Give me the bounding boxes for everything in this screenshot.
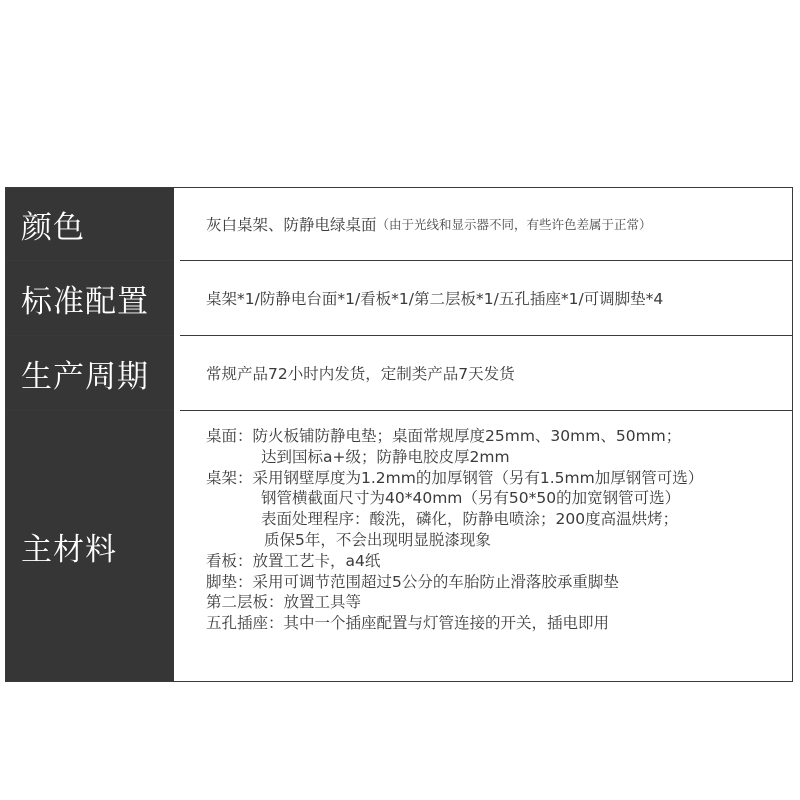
material-line: 第二层板：放置工具等 [206,593,362,612]
material-line: 质保5年，不会出现明显脱漆现象 [264,530,491,549]
material-line: 五孔插座：其中一个插座配置与灯管连接的开关，插电即用 [206,614,610,633]
column-gap [174,188,180,681]
material-line: 桌架：采用钢壁厚度为1.2mm的加厚钢管（另有1.5mm加厚钢管可选） [206,468,704,487]
material-line: 看板：放置工艺卡，a4纸 [206,551,381,570]
row-value: 常规产品72小时内发货，定制类产品7天发货 [174,336,792,410]
material-line: 脚垫：采用可调节范围超过5公分的车胎防止滑落胶承重脚垫 [206,572,619,591]
row-label: 生产周期 [6,336,174,410]
color-value: 灰白桌架、防静电绿桌面 [206,216,377,234]
row-label: 主材料 [6,411,174,681]
color-note: （由于光线和显示器不同，有些许色差属于正常） [376,217,652,232]
row-value [174,411,792,681]
material-line: 桌面：防火板铺防静电垫；桌面常规厚度25mm、30mm、50mm； [206,427,682,445]
spec-table [5,187,793,682]
spec-row-color [6,188,792,260]
spec-row-main-materials [6,411,792,681]
spec-row-production-cycle [6,336,792,410]
material-line: 达到国标a+级；防静电胶皮厚2mm [261,447,510,466]
material-line: 钢管横截面尺寸为40*40mm（另有50*50的加宽钢管可选） [261,489,681,508]
row-label: 标准配置 [6,261,174,335]
material-line: 表面处理程序：酸洗，磷化，防静电喷涂；200度高温烘烤； [261,510,679,529]
row-value: 桌架*1/防静电台面*1/看板*1/第二层板*1/五孔插座*1/可调脚垫*4 [174,261,792,335]
row-value [174,188,792,260]
spec-row-standard-config [6,261,792,335]
row-label: 颜色 [6,188,174,260]
